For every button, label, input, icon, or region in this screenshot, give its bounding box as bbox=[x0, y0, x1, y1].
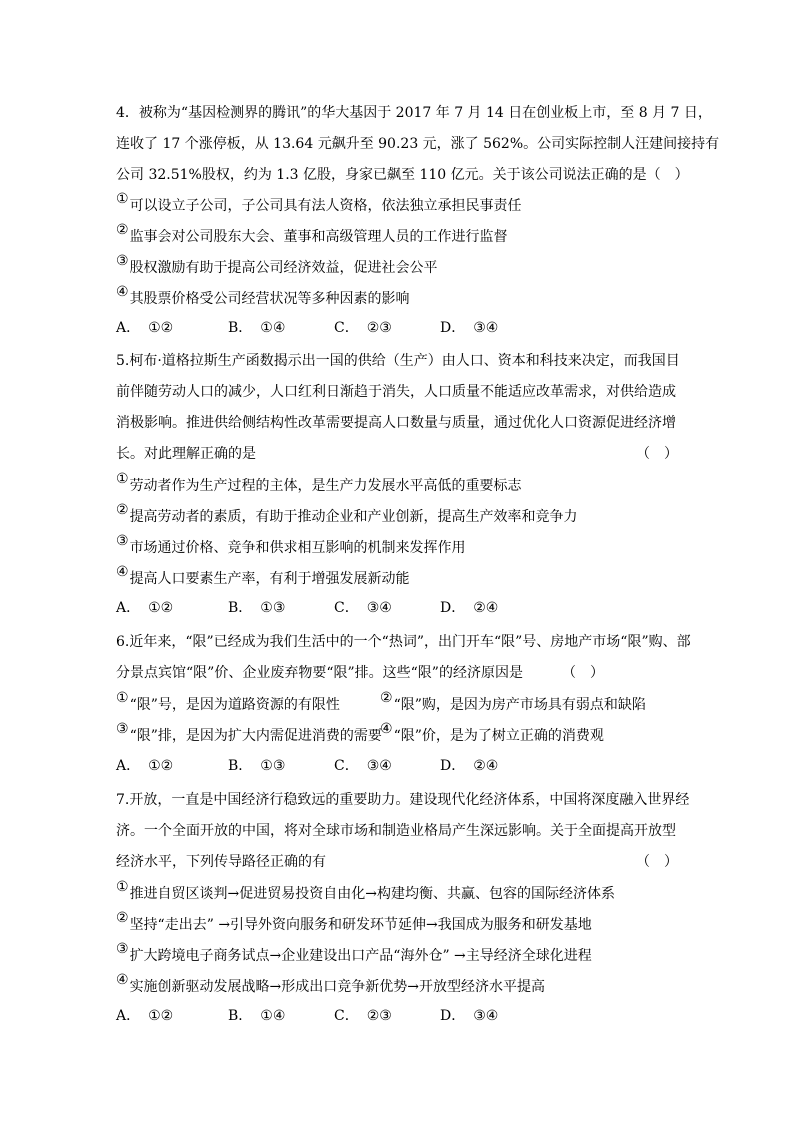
q5-stem-line: 消极影响。推进供给侧结构性改革需要提高人口数量与质量，通过优化人口资源促进经济增 bbox=[116, 415, 676, 431]
item-text: “限”号，是因为道路资源的有限性 bbox=[129, 697, 340, 713]
option-label: C． bbox=[334, 320, 359, 336]
q5-stem-line: 5.柯布·道格拉斯生产函数揭示出一国的供给（生产）由人口、资本和科技来决定，而我国目 bbox=[116, 353, 680, 369]
q5-item-2 bbox=[116, 502, 578, 527]
option-label: A． bbox=[116, 1008, 141, 1024]
q6-item-3 bbox=[116, 721, 382, 746]
q5-item-1 bbox=[116, 471, 522, 496]
circled-number: ② bbox=[116, 222, 129, 238]
q6-stem-line: 分景点宾馆“限”价、企业废弃物要“限”排。这些“限”的经济原因是 bbox=[116, 665, 523, 681]
option-value: ③④ bbox=[473, 1008, 499, 1024]
item-text: 提高劳动者的素质，有助于推动企业和产业创新，提高生产效率和竞争力 bbox=[129, 509, 578, 525]
q6-option-b[interactable] bbox=[228, 756, 285, 776]
q7-option-c[interactable] bbox=[334, 1006, 392, 1026]
q6-option-c[interactable] bbox=[334, 756, 392, 776]
item-text: 可以设立子公司，子公司具有法人资格，依法独立承担民事责任 bbox=[129, 198, 522, 214]
answer-parentheses: （ ） bbox=[636, 854, 678, 870]
q5-item-4 bbox=[116, 564, 410, 589]
q7-stem-line: 7.开放，一直是中国经济行稳致远的重要助力。建设现代化经济体系，中国将深度融入世界经 bbox=[116, 792, 690, 808]
q5-stem-line: 前伴随劳动人口的减少，人口红利日渐趋于消失，人口质量不能适应改革需求，对供给造成 bbox=[116, 384, 676, 400]
option-value: ①④ bbox=[260, 320, 286, 336]
circled-number: ③ bbox=[116, 533, 129, 549]
option-value: ①③ bbox=[260, 758, 286, 774]
q5-option-b[interactable] bbox=[228, 598, 285, 618]
circled-number: ④ bbox=[116, 564, 129, 580]
q4-stem-line: 公司 32.51%股权，约为 1.3 亿股，身家已飙至 110 亿元。关于该公司说法正确的是（ ） bbox=[116, 167, 689, 183]
q5-option-d[interactable] bbox=[440, 598, 498, 618]
q5-option-c[interactable] bbox=[334, 598, 392, 618]
item-text: 扩大跨境电子商务试点→企业建设出口产品“海外仓” →主导经济全球化进程 bbox=[129, 948, 592, 964]
q4-option-a[interactable] bbox=[116, 318, 173, 338]
item-text: “限”排，是因为扩大内需促进消费的需要 bbox=[129, 728, 382, 744]
circled-number: ② bbox=[380, 690, 393, 706]
circled-number: ② bbox=[116, 910, 129, 926]
q5-stem-line: 长。对此理解正确的是 bbox=[116, 446, 256, 462]
circled-number: ③ bbox=[116, 941, 129, 957]
q4-option-d[interactable] bbox=[440, 318, 498, 338]
item-text: 推进自贸区谈判→促进贸易投资自由化→构建均衡、共赢、包容的国际经济体系 bbox=[129, 886, 616, 902]
q7-item-4 bbox=[116, 972, 546, 997]
q6-option-d[interactable] bbox=[440, 756, 498, 776]
circled-number: ③ bbox=[116, 721, 129, 737]
option-label: C． bbox=[334, 1008, 359, 1024]
item-text: “限”购，是因为房产市场具有弱点和缺陷 bbox=[393, 697, 646, 713]
option-label: C． bbox=[334, 758, 359, 774]
option-label: D． bbox=[440, 600, 466, 616]
q7-option-b[interactable] bbox=[228, 1006, 285, 1026]
option-label: A． bbox=[116, 600, 141, 616]
option-label: D． bbox=[440, 1008, 466, 1024]
q6-item-4 bbox=[380, 721, 604, 746]
option-label: B． bbox=[228, 758, 253, 774]
item-text: “限”价，是为了树立正确的消费观 bbox=[393, 728, 604, 744]
item-text: 监事会对公司股东大会、董事和高级管理人员的工作进行监督 bbox=[129, 229, 508, 245]
item-text: 股权激励有助于提高公司经济效益，促进社会公平 bbox=[129, 260, 438, 276]
q4-option-c[interactable] bbox=[334, 318, 392, 338]
option-value: ①② bbox=[148, 600, 174, 616]
option-label: A． bbox=[116, 320, 141, 336]
option-value: ①② bbox=[148, 320, 174, 336]
option-value: ②③ bbox=[366, 320, 392, 336]
q4-stem-line: 连收了 17 个涨停板，从 13.64 元飙升至 90.23 元，涨了 562%。公司实际控制人汪建间接持有 bbox=[116, 136, 720, 152]
answer-parentheses: （ ） bbox=[562, 665, 604, 681]
option-value: ②④ bbox=[473, 758, 499, 774]
circled-number: ① bbox=[116, 879, 129, 895]
q5-option-a[interactable] bbox=[116, 598, 173, 618]
option-value: ③④ bbox=[473, 320, 499, 336]
option-label: D． bbox=[440, 758, 466, 774]
circled-number: ④ bbox=[380, 721, 393, 737]
q7-stem-line: 经济水平，下列传导路径正确的有 bbox=[116, 854, 326, 870]
option-value: ①④ bbox=[260, 1008, 286, 1024]
option-label: D． bbox=[440, 320, 466, 336]
item-text: 实施创新驱动发展战略→形成出口竞争新优势→开放型经济水平提高 bbox=[129, 979, 546, 995]
option-label: B． bbox=[228, 1008, 253, 1024]
circled-number: ① bbox=[116, 471, 129, 487]
circled-number: ③ bbox=[116, 253, 129, 269]
option-label: B． bbox=[228, 320, 253, 336]
q4-option-b[interactable] bbox=[228, 318, 285, 338]
option-value: ①② bbox=[148, 758, 174, 774]
option-value: ①③ bbox=[260, 600, 286, 616]
item-text: 其股票价格受公司经营状况等多种因素的影响 bbox=[129, 291, 410, 307]
circled-number: ② bbox=[116, 502, 129, 518]
item-text: 提高人口要素生产率，有利于增强发展新动能 bbox=[129, 571, 410, 587]
q6-item-2 bbox=[380, 690, 646, 715]
option-value: ①② bbox=[148, 1008, 174, 1024]
q7-option-a[interactable] bbox=[116, 1006, 173, 1026]
option-value: ③④ bbox=[366, 600, 392, 616]
option-value: ②④ bbox=[473, 600, 499, 616]
item-text: 市场通过价格、竞争和供求相互影响的机制来发挥作用 bbox=[129, 540, 466, 556]
q6-stem-line: 6.近年来，“限”已经成为我们生活中的一个“热词”，出门开车“限”号、房地产市场“限”购、部 bbox=[116, 634, 691, 650]
answer-parentheses: （ ） bbox=[636, 446, 678, 462]
q4-stem-line: 4．被称为“基因检测界的腾讯”的华大基因于 2017 年 7 月 14 日在创业板上市，至 8 月 7 日， bbox=[116, 105, 712, 121]
option-label: C． bbox=[334, 600, 359, 616]
q5-item-3 bbox=[116, 533, 466, 558]
q6-option-a[interactable] bbox=[116, 756, 173, 776]
option-value: ③④ bbox=[366, 758, 392, 774]
circled-number: ④ bbox=[116, 284, 129, 300]
q7-item-1 bbox=[116, 879, 616, 904]
q4-item-3 bbox=[116, 253, 438, 278]
circled-number: ① bbox=[116, 191, 129, 207]
item-text: 劳动者作为生产过程的主体，是生产力发展水平高低的重要标志 bbox=[129, 478, 522, 494]
q4-item-2 bbox=[116, 222, 508, 247]
q6-item-1 bbox=[116, 690, 340, 715]
option-label: B． bbox=[228, 600, 253, 616]
circled-number: ④ bbox=[116, 972, 129, 988]
option-label: A． bbox=[116, 758, 141, 774]
q4-item-4 bbox=[116, 284, 410, 309]
q7-stem-line: 济。一个全面开放的中国，将对全球市场和制造业格局产生深远影响。关于全面提高开放型 bbox=[116, 823, 676, 839]
q7-option-d[interactable] bbox=[440, 1006, 498, 1026]
circled-number: ① bbox=[116, 690, 129, 706]
q7-item-3 bbox=[116, 941, 592, 966]
q4-item-1 bbox=[116, 191, 522, 216]
option-value: ②③ bbox=[366, 1008, 392, 1024]
item-text: 坚持“走出去” →引导外资向服务和研发环节延伸→我国成为服务和研发基地 bbox=[129, 917, 592, 933]
q7-item-2 bbox=[116, 910, 592, 935]
